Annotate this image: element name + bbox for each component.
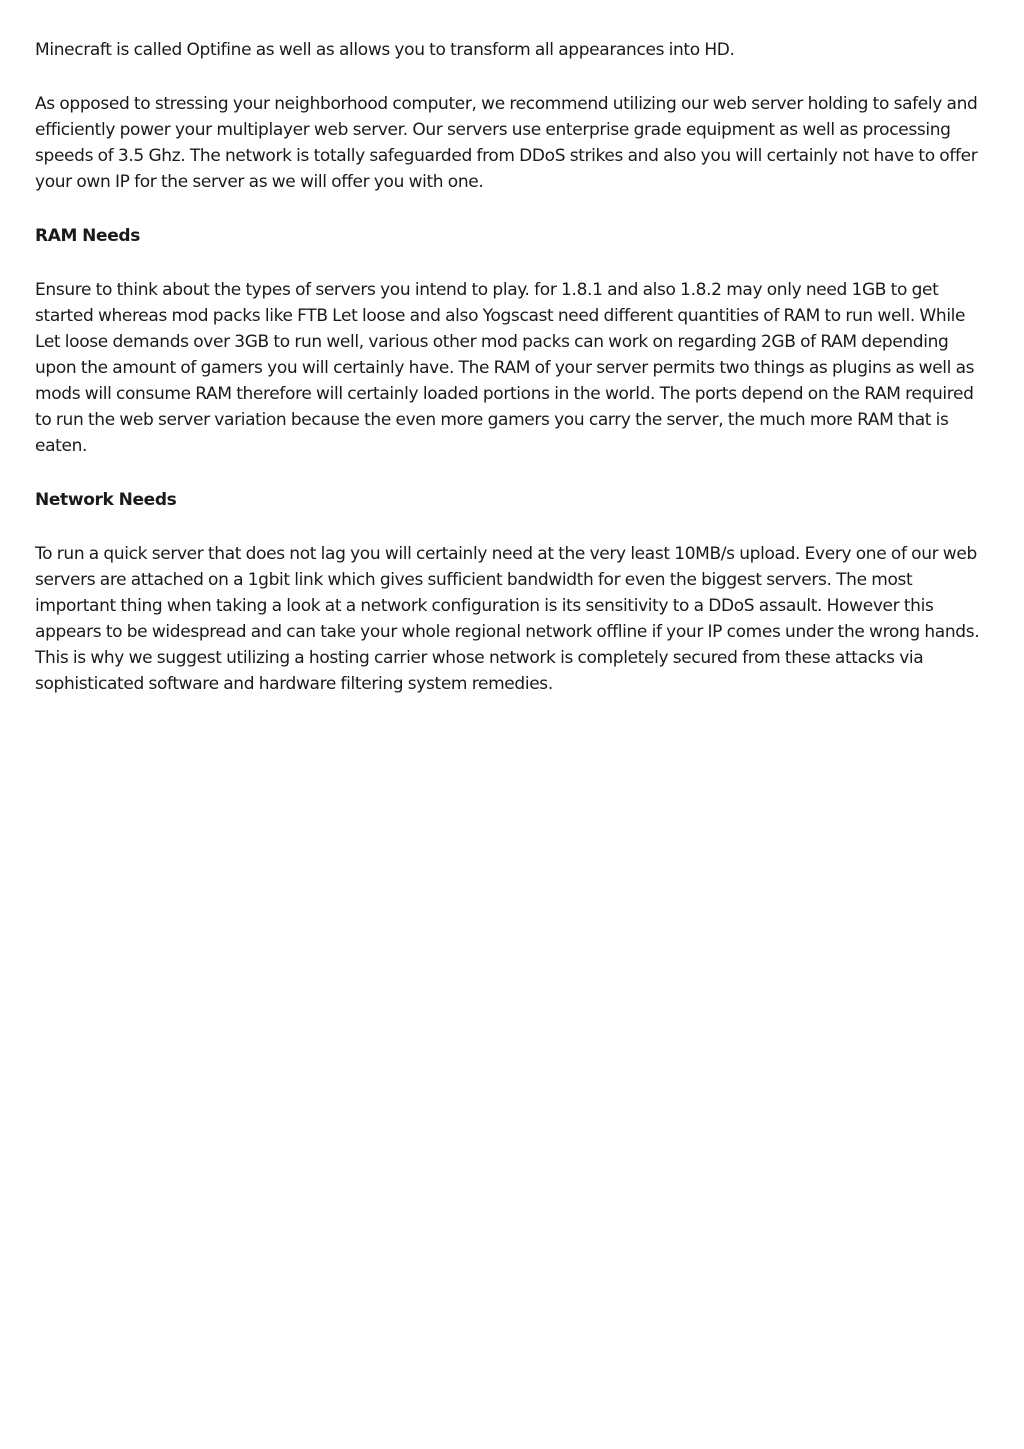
network-needs-paragraph: To run a quick server that does not lag you will certainly need at the very least 10MB/s upload. Every one of our web servers are attached on a 1gbit link which gives sufficient bandwidth for even the biggest servers. The most important thing when taking a look at a network configuration is its sensitivity to a DDoS assault. However this appears to be widespread and can take your whole regional network offline if your IP comes under the wrong hands. This is why we suggest utilizing a hosting carrier whose network is completely secured from these attacks via sophisticated software and hardware filtering system remedies.: [35, 544, 980, 694]
document-body: [35, 37, 990, 725]
ram-needs-heading: RAM Needs: [35, 226, 141, 246]
hosting-paragraph: As opposed to stressing your neighborhood computer, we recommend utilizing our web server holding to safely and efficiently power your multiplayer web server. Our servers use enterprise grade equipment as well as processing speeds of 3.5 Ghz. The network is totally safeguarded from DDoS strikes and also you will certainly not have to offer your own IP for the server as we will offer you with one.: [35, 94, 978, 192]
ram-needs-paragraph: Ensure to think about the types of servers you intend to play. for 1.8.1 and also 1.8.2 may only need 1GB to get started whereas mod packs like FTB Let loose and also Yogscast need different quantities of RAM to run well. While Let loose demands over 3GB to run well, various other mod packs can work on regarding 2GB of RAM depending upon the amount of gamers you will certainly have. The RAM of your server permits two things as plugins as well as mods will consume RAM therefore will certainly loaded portions in the world. The ports depend on the RAM required to run the web server variation because the even more gamers you carry the server, the much more RAM that is eaten.: [35, 280, 975, 456]
intro-paragraph: Minecraft is called Optifine as well as allows you to transform all appearances into HD.: [35, 40, 735, 60]
network-needs-heading: Network Needs: [35, 490, 177, 510]
